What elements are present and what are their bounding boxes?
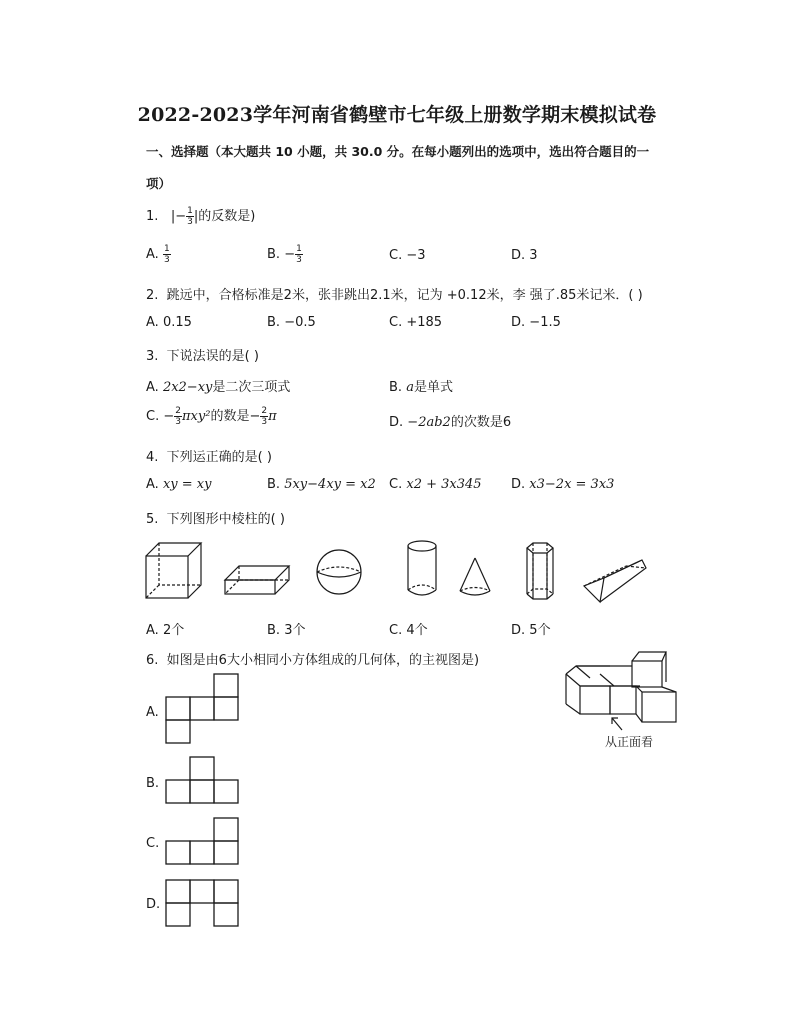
q5-option-c[interactable] <box>389 619 428 638</box>
q1-frac-num: 1 <box>187 206 193 216</box>
q1-frac-den: 3 <box>187 217 193 227</box>
section-heading-line1: 一、选择题（本大题共 10 小题，共 30.0 分。在每小题列出的选项中，选出符合题目的一 <box>146 144 650 159</box>
cylinder-figure <box>408 541 436 595</box>
option-math: 5xy−4xy = x2 <box>284 477 376 492</box>
q1-option-a[interactable] <box>146 244 171 265</box>
q1-text: |的反数是) <box>193 209 256 224</box>
q5-solids-figure <box>146 538 656 608</box>
question-number: 6. <box>146 653 159 668</box>
option-label: C. <box>146 409 160 424</box>
option-text: −1.5 <box>529 315 561 330</box>
option-label: C. <box>389 315 403 330</box>
option-label: A. <box>146 315 159 330</box>
option-label: D. <box>511 315 526 330</box>
option-text: +185 <box>406 315 443 330</box>
frac-num: 1 <box>163 244 170 254</box>
question-text: 如图是由6大小相同小方体组成的几何体，的主视图是) <box>166 653 480 668</box>
q6-option-b-grid[interactable] <box>164 756 240 806</box>
option-text: 5个 <box>529 623 551 638</box>
q3-option-b[interactable] <box>389 376 453 395</box>
option-label: B. <box>267 247 281 262</box>
question-text: 跳远中，合格标准是2米，张非跳出2.1米，记为 +0.12米，李 强了.85米记米．( ) <box>166 288 643 303</box>
question-3 <box>146 345 259 364</box>
option-math: x3−2x = 3x3 <box>529 477 615 492</box>
frac-num: 2 <box>261 406 268 416</box>
q1-abs-open: |− <box>170 209 187 224</box>
option-label: B. <box>267 315 281 330</box>
triangular-prism-figure <box>584 560 646 602</box>
q3-c-fraction-2 <box>260 406 268 427</box>
q1-a-fraction <box>163 244 171 265</box>
q6-option-c-label[interactable]: C. <box>146 836 160 851</box>
cube-figure <box>146 543 201 598</box>
q2-option-a[interactable] <box>146 315 192 330</box>
q6-option-a-label[interactable]: A. <box>146 705 159 720</box>
q5-option-a[interactable] <box>146 619 184 638</box>
option-label: C. <box>389 248 403 263</box>
option-text: 是单式 <box>413 380 453 395</box>
option-math: πxy² <box>182 409 211 424</box>
option-label: B. <box>389 380 403 395</box>
q1-option-d[interactable] <box>511 248 538 263</box>
option-label: C. <box>389 477 403 492</box>
q6-option-a-grid[interactable] <box>164 674 240 746</box>
q4-option-d[interactable] <box>511 477 614 492</box>
question-number: 4. <box>146 450 159 465</box>
option-text: 是二次三项式 <box>212 380 291 395</box>
question-number: 5. <box>146 512 159 527</box>
q6-option-d-label[interactable]: D. <box>146 897 161 912</box>
frac-den: 3 <box>261 417 268 427</box>
option-text: 0.15 <box>162 315 192 330</box>
question-number: 2. <box>146 288 159 303</box>
question-1 <box>146 205 255 227</box>
question-number: 3. <box>146 349 159 364</box>
q1-option-c[interactable] <box>389 248 426 263</box>
option-text: 4个 <box>406 623 428 638</box>
option-text: 2个 <box>162 623 185 638</box>
q6-option-b-label[interactable]: B. <box>146 776 160 791</box>
q6-view-caption: 从正面看 <box>605 735 654 749</box>
cone-figure <box>460 558 490 595</box>
option-label: C. <box>389 623 403 638</box>
question-text: 下说法误的是( ) <box>166 349 259 364</box>
option-math: x2 + 3x345 <box>406 477 482 492</box>
option-label: A. <box>146 380 159 395</box>
question-6 <box>146 649 479 668</box>
q4-option-b[interactable] <box>267 477 376 492</box>
hexagonal-prism-figure <box>527 543 553 599</box>
q5-option-b[interactable] <box>267 619 305 638</box>
option-text: −3 <box>406 248 426 263</box>
option-label: B. <box>267 477 281 492</box>
option-text: 的数是− <box>210 409 261 424</box>
option-label: A. <box>146 477 159 492</box>
option-label: A. <box>146 623 159 638</box>
option-text: −0.5 <box>284 315 316 330</box>
option-text: 3个 <box>284 623 306 638</box>
q2-option-c[interactable] <box>389 315 442 330</box>
q1-option-b[interactable] <box>267 244 303 265</box>
question-number: 1. <box>146 209 159 224</box>
flat-box-figure <box>225 566 289 594</box>
option-math: π <box>268 409 277 424</box>
question-4 <box>146 446 272 465</box>
q3-option-d[interactable] <box>389 411 511 430</box>
option-label: D. <box>511 248 526 263</box>
q3-option-c[interactable] <box>146 405 277 427</box>
option-label: A. <box>146 247 159 262</box>
option-label: D. <box>511 477 526 492</box>
option-math: −2ab2 <box>407 415 451 430</box>
minus-sign: − <box>163 409 175 424</box>
option-math: a <box>406 380 414 395</box>
question-5 <box>146 508 285 527</box>
q4-option-a[interactable] <box>146 477 211 492</box>
section-heading-line2: 项） <box>146 176 172 191</box>
frac-den: 3 <box>163 255 170 265</box>
minus-sign: − <box>284 247 296 262</box>
option-math: xy = xy <box>162 477 212 492</box>
q2-option-d[interactable] <box>511 315 561 330</box>
question-text: 下列运正确的是( ) <box>166 450 272 465</box>
q4-option-c[interactable] <box>389 477 482 492</box>
exam-title: 2022-2023学年河南省鹤壁市七年级上册数学期末模拟试卷 <box>137 104 657 126</box>
option-label: D. <box>511 623 526 638</box>
q3-option-a[interactable] <box>146 376 290 395</box>
q5-option-d[interactable] <box>511 619 551 638</box>
q1-fraction <box>186 206 194 227</box>
question-2 <box>146 284 643 303</box>
option-text: 的次数是6 <box>450 415 512 430</box>
q3-c-fraction <box>174 406 182 427</box>
q6-cube-stack-figure <box>566 648 681 728</box>
q6-option-d-grid[interactable] <box>164 879 240 929</box>
sphere-figure <box>317 550 361 594</box>
question-text: 下列图形中棱柱的( ) <box>166 512 285 527</box>
q1-b-fraction <box>295 244 303 265</box>
frac-den: 3 <box>175 417 181 427</box>
frac-num: 2 <box>175 406 181 416</box>
q2-option-b[interactable] <box>267 315 316 330</box>
option-label: D. <box>389 415 404 430</box>
option-label: B. <box>267 623 281 638</box>
frac-den: 3 <box>296 255 302 265</box>
option-text: 3 <box>529 248 538 263</box>
option-math: 2x2−xy <box>162 380 213 395</box>
q6-option-c-grid[interactable] <box>164 817 240 867</box>
frac-num: 1 <box>296 244 302 254</box>
